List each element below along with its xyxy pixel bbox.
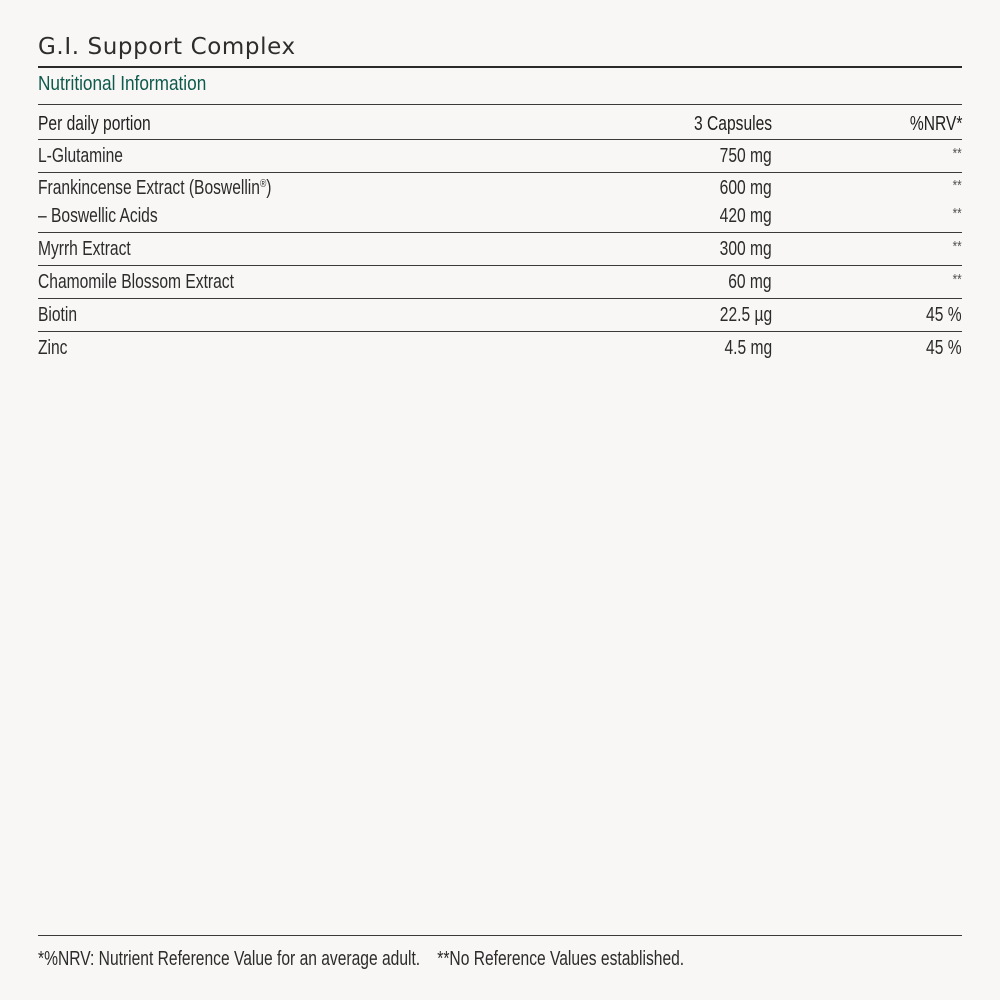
footnotes bbox=[38, 948, 684, 971]
nutrient-amount: 750 mg bbox=[719, 145, 772, 167]
nutrient-nrv: 45 % bbox=[926, 304, 962, 326]
nutrient-amount: 420 mg bbox=[719, 205, 772, 227]
nutrient-amount: 4.5 mg bbox=[724, 337, 772, 359]
nutrient-name: L-Glutamine bbox=[38, 145, 123, 167]
header-portion: Per daily portion bbox=[38, 113, 151, 135]
nutrient-amount: 300 mg bbox=[719, 238, 772, 260]
nutrient-amount: 60 mg bbox=[728, 271, 772, 293]
nutrient-nrv: 45 % bbox=[926, 337, 962, 359]
row-divider bbox=[38, 298, 962, 299]
nutrient-nrv: ** bbox=[952, 238, 962, 255]
nutrient-nrv: ** bbox=[952, 205, 962, 222]
nutrient-amount: 600 mg bbox=[719, 177, 772, 199]
title-divider bbox=[38, 66, 962, 68]
nutrient-nrv: ** bbox=[952, 145, 962, 162]
nutrient-name: Chamomile Blossom Extract bbox=[38, 271, 234, 293]
row-divider bbox=[38, 265, 962, 266]
product-title: G.I. Support Complex bbox=[38, 34, 296, 60]
header-divider bbox=[38, 139, 962, 140]
footnote-divider bbox=[38, 935, 962, 936]
nutrient-name: Biotin bbox=[38, 304, 78, 326]
section-divider bbox=[38, 104, 962, 105]
nutrient-name: Zinc bbox=[38, 337, 68, 359]
footnote-nrv: *%NRV: Nutrient Reference Value for an average adult. bbox=[38, 948, 421, 970]
header-amount: 3 Capsules bbox=[693, 113, 772, 135]
nutrient-amount: 22.5 µg bbox=[719, 304, 772, 326]
nutrient-nrv: ** bbox=[952, 177, 962, 194]
row-divider bbox=[38, 232, 962, 233]
nutrient-nrv: ** bbox=[952, 271, 962, 288]
header-nrv: %NRV* bbox=[909, 113, 962, 135]
row-divider bbox=[38, 331, 962, 332]
row-divider bbox=[38, 172, 962, 173]
nutrient-name: – Boswellic Acids bbox=[38, 205, 158, 227]
nutrient-name: Frankincense Extract (Boswellin®) bbox=[38, 177, 272, 199]
section-title: Nutritional Information bbox=[38, 73, 207, 95]
footnote-no-reference: **No Reference Values established. bbox=[437, 948, 685, 970]
nutrient-name: Myrrh Extract bbox=[38, 238, 131, 260]
